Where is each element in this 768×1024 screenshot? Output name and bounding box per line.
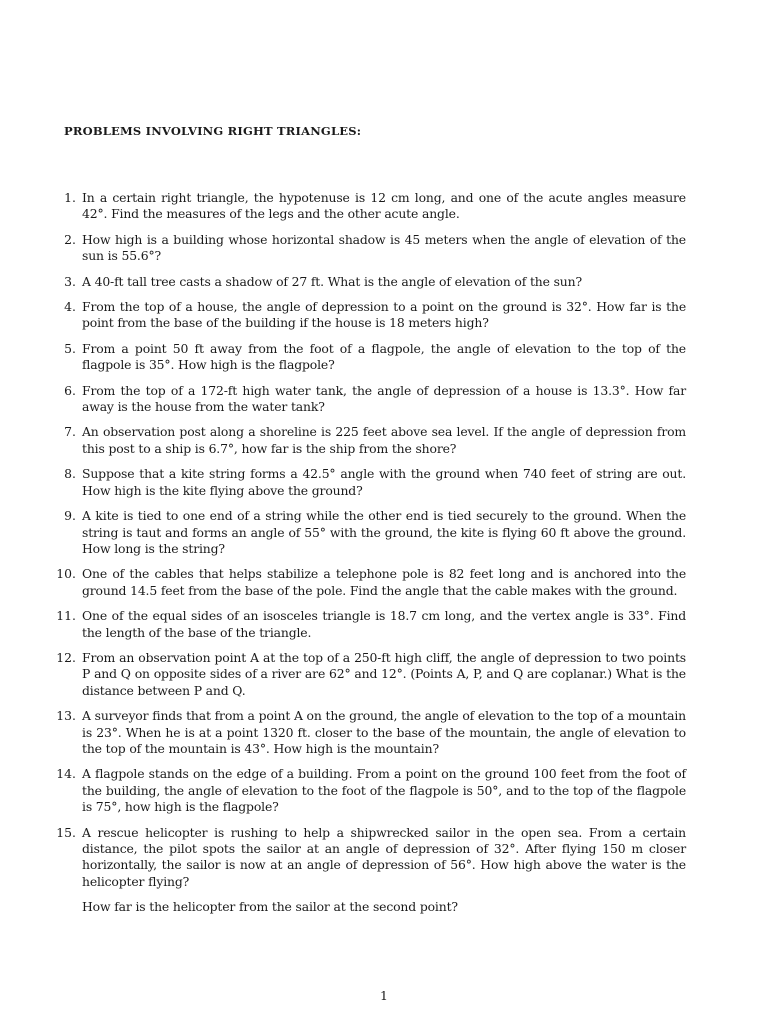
problem-item — [52, 299, 686, 332]
problem-list — [52, 190, 686, 916]
problem-text: In a certain right triangle, the hypotenuse is 12 cm long, and one of the acute angles measure 42°. Find the measures of the legs and the other acute angle. — [82, 190, 686, 222]
problem-number: 11. — [56, 608, 76, 624]
problem-item — [52, 566, 686, 599]
problem-item — [52, 274, 686, 290]
problem-number: 1. — [64, 190, 76, 205]
problem-text: Suppose that a kite string forms a 42.5° angle with the ground when 740 feet of string are out. How high is the kite flying above the ground? — [82, 466, 686, 498]
problem-text: A flagpole stands on the edge of a building. From a point on the ground 100 feet from the foot of the building, the angle of elevation to the foot of the flagpole is 50°, and to the top of the flagpole is 75°, how high is the flagpole? — [82, 766, 686, 815]
problem-item — [52, 708, 686, 757]
problem-item — [52, 466, 686, 499]
problem-text: A 40-ft tall tree casts a shadow of 27 ft. What is the angle of elevation of the sun? — [82, 273, 582, 289]
problem-number: 10. — [56, 566, 76, 582]
problem-number: 15. — [56, 824, 76, 840]
problem-text: From an observation point A at the top of a 250-ft high cliff, the angle of depression to two points P and Q on opposite sides of a river are 62° and 12°. (Points A, P, and Q are coplanar.) What is the distance between P and Q. — [82, 649, 686, 698]
problem-number: 14. — [56, 766, 76, 782]
problem-text: From the top of a 172-ft high water tank, the angle of depression of a house is 13.3°. How far away is the house from the water tank? — [82, 382, 686, 415]
problem-item — [52, 508, 686, 557]
problem-followup-text: How far is the helicopter from the sailor at the second point? — [82, 899, 458, 915]
problem-number: 5. — [64, 340, 76, 356]
page-number: 1 — [380, 988, 388, 1003]
problem-text: How high is a building whose horizontal shadow is 45 meters when the angle of elevation of the sun is 55.6°? — [82, 231, 686, 264]
problem-item — [52, 608, 686, 641]
page-heading: PROBLEMS INVOLVING RIGHT TRIANGLES: — [64, 124, 362, 138]
problem-number: 9. — [64, 508, 76, 524]
problem-item — [52, 383, 686, 416]
problem-item — [52, 190, 686, 223]
problem-item — [52, 650, 686, 699]
problem-followup-item — [52, 899, 686, 915]
problem-item — [52, 825, 686, 891]
problem-number: 2. — [64, 231, 76, 247]
problem-text: An observation post along a shoreline is 225 feet above sea level. If the angle of depression from this post to a ship is 6.7°, how far is the ship from the shore? — [82, 424, 686, 456]
problem-item — [52, 424, 686, 457]
problem-number: 4. — [64, 299, 76, 315]
problem-text: One of the equal sides of an isosceles triangle is 18.7 cm long, and the vertex angle is 33°. Find the length of the base of the triangle. — [82, 608, 686, 640]
problem-text: A kite is tied to one end of a string while the other end is tied securely to the ground. When the string is taut and forms an angle of 55° with the ground, the kite is flying 60 ft above the ground. How long is the string? — [82, 508, 686, 556]
problem-number: 6. — [64, 382, 76, 398]
problem-item — [52, 766, 686, 815]
problem-text: One of the cables that helps stabilize a telephone pole is 82 feet long and is anchored into the ground 14.5 feet from the base of the pole. Find the angle that the cable makes with the ground. — [82, 566, 686, 598]
problem-text: From the top of a house, the angle of depression to a point on the ground is 32°. How far is the point from the base of the building if the house is 18 meters high? — [82, 299, 686, 331]
problem-text: From a point 50 ft away from the foot of a flagpole, the angle of elevation to the top of the flagpole is 35°. How high is the flagpole? — [82, 340, 686, 373]
problem-number: 12. — [56, 649, 76, 665]
problem-item — [52, 341, 686, 374]
problem-number: 8. — [64, 466, 76, 482]
problem-text: A rescue helicopter is rushing to help a shipwrecked sailor in the open sea. From a certain distance, the pilot spots the sailor at an angle of depression of 32°. After flying 150 m closer horizontally, the sailor is now at an angle of depression of 56°. How high above the water is the helicopter flying? — [82, 824, 686, 889]
problem-number: 3. — [64, 273, 76, 289]
problem-text: A surveyor finds that from a point A on the ground, the angle of elevation to the top of a mountain is 23°. When he is at a point 1320 ft. closer to the base of the mountain, the angle of elevation to the top of the mountain is 43°. How high is the mountain? — [82, 708, 686, 756]
problem-number: 13. — [56, 708, 76, 724]
problem-item — [52, 232, 686, 265]
problem-number: 7. — [64, 424, 76, 440]
